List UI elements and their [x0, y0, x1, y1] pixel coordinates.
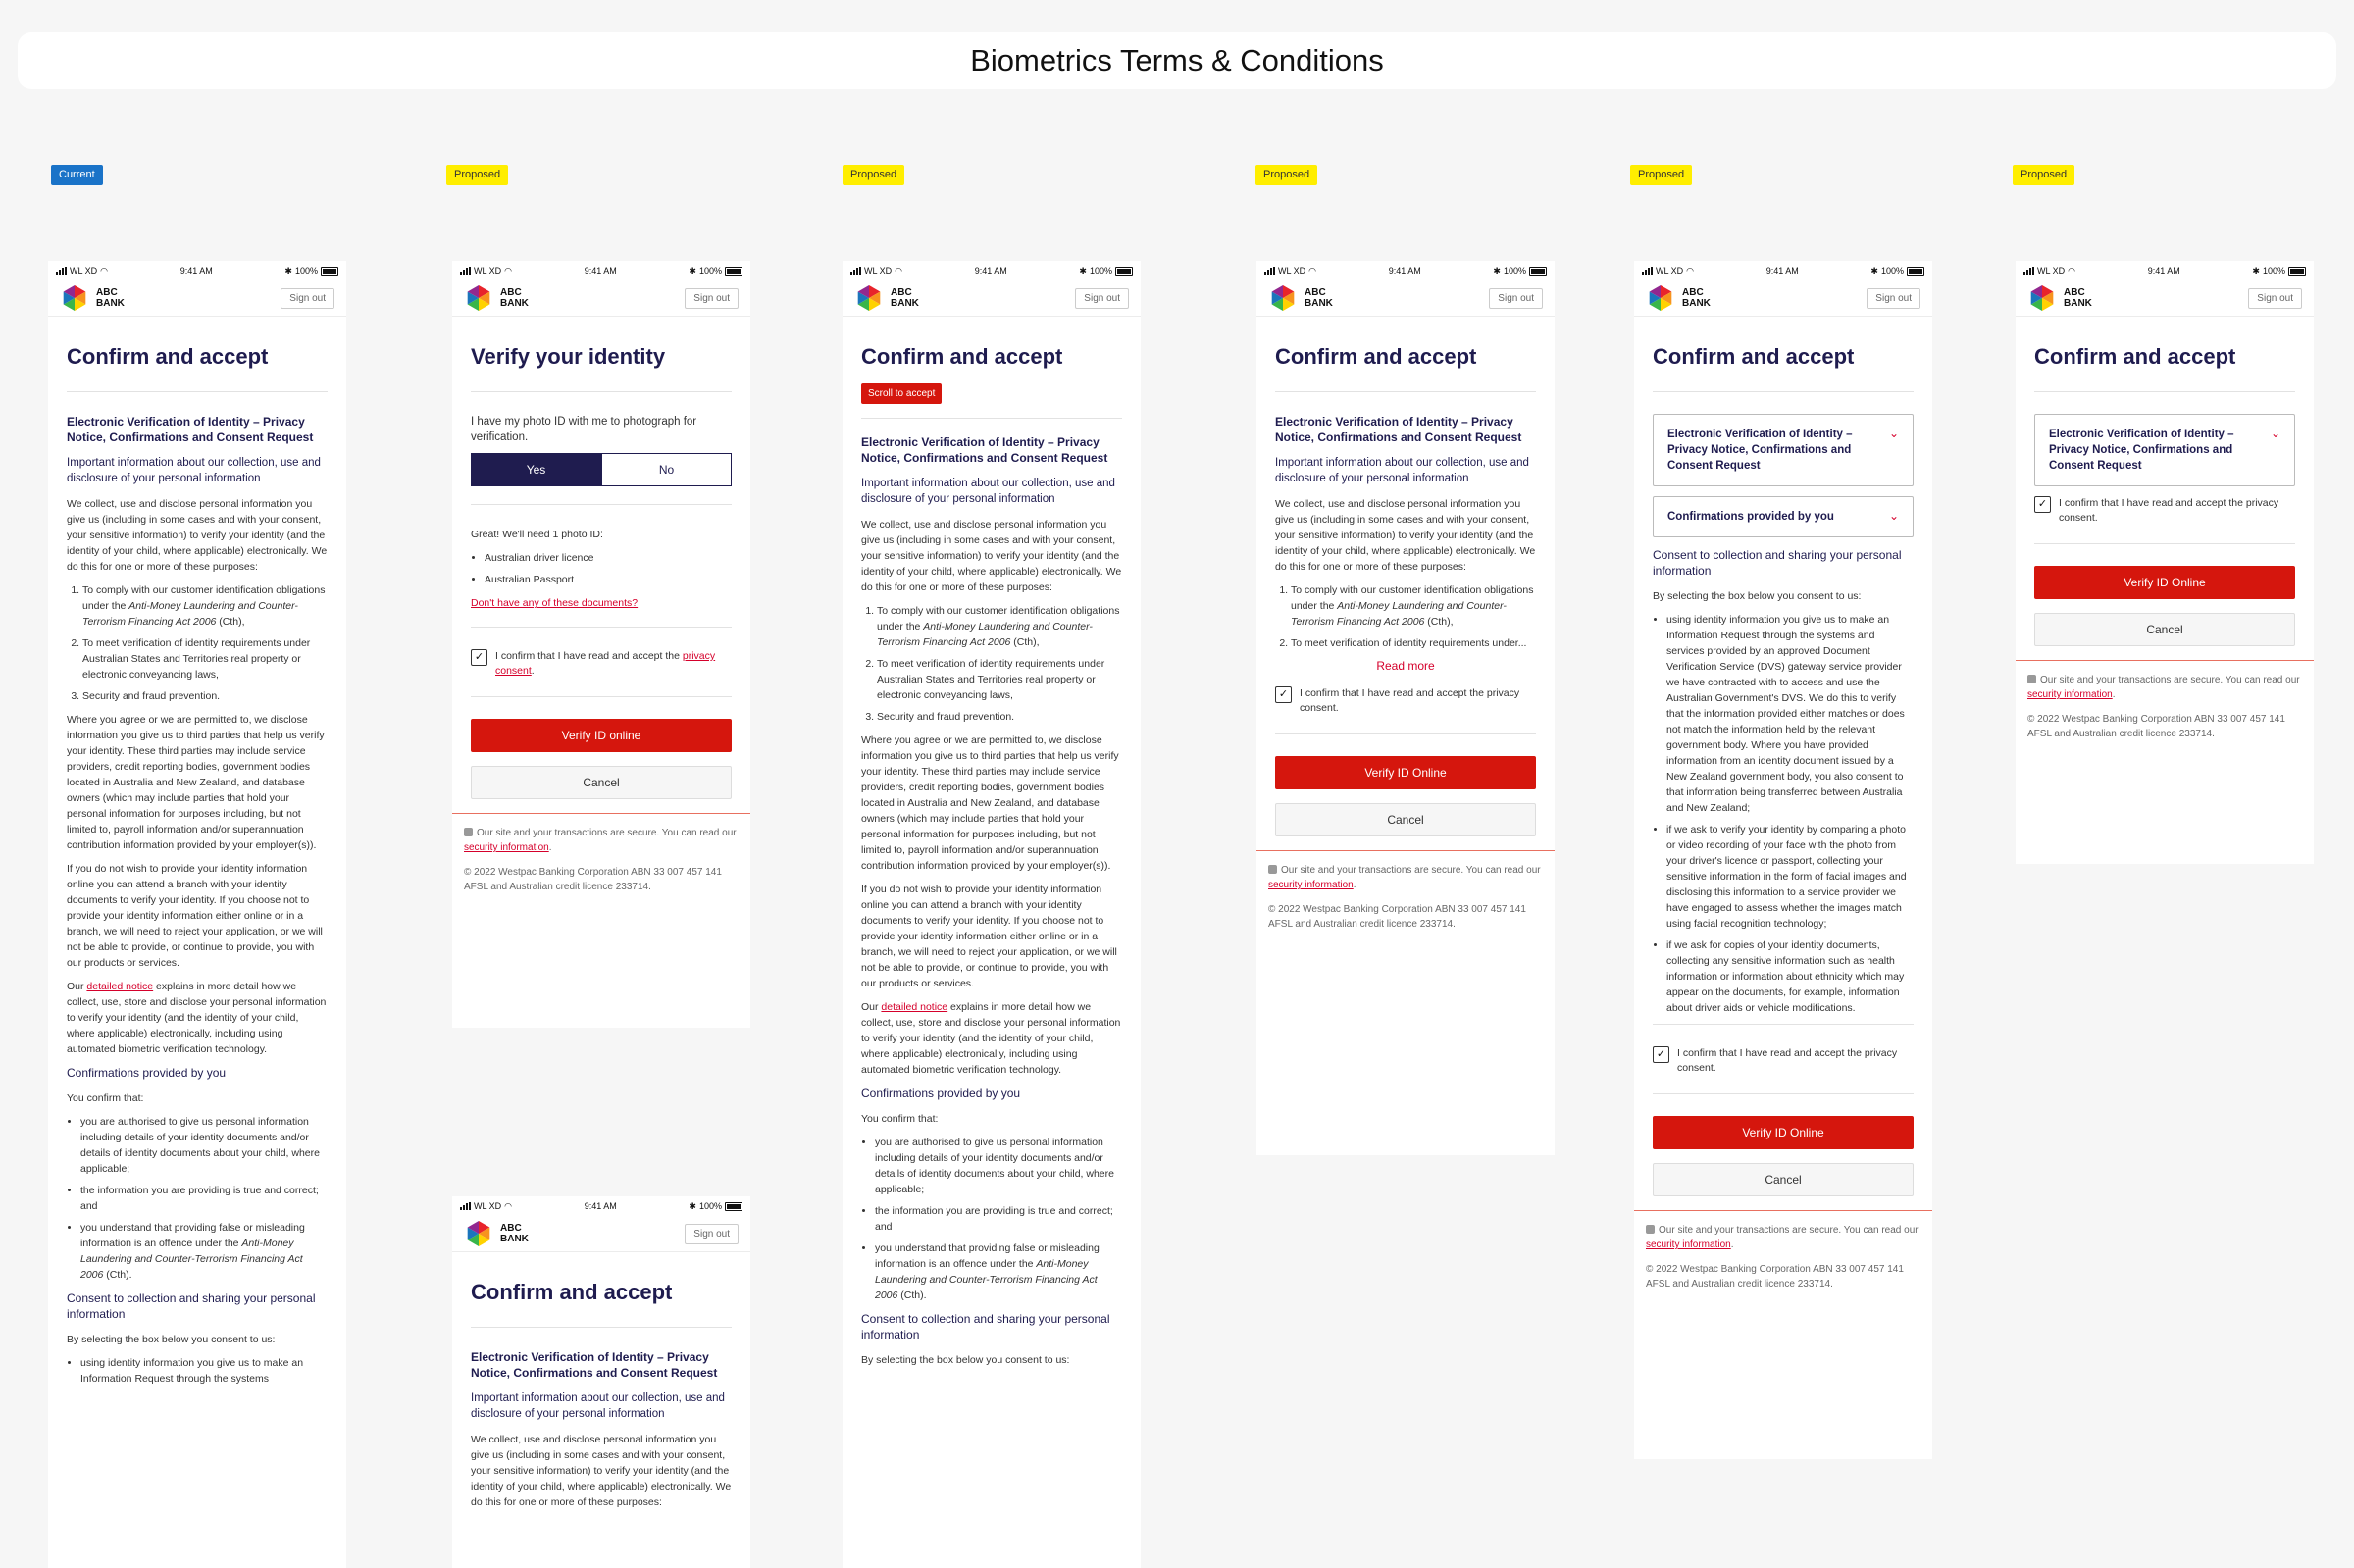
detailed-notice-link[interactable]: detailed notice — [881, 1001, 948, 1013]
bluetooth-icon: ✱ — [1493, 265, 1501, 276]
confirm-list — [67, 1114, 328, 1283]
status-time: 9:41 AM — [179, 266, 213, 276]
divider — [1653, 1024, 1914, 1025]
evi-heading: Electronic Verification of Identity – Privacy Notice, Confirmations and Consent Request — [861, 435, 1108, 465]
sign-out-button[interactable]: Sign out — [1075, 288, 1129, 309]
page-footer: Our site and your transactions are secure. You can read our security information. © 2022 Westpac Banking Corporation ABN 33 007 457 141 AFSL and Australian credit licence 233714. — [1256, 850, 1555, 949]
consent-heading: Consent to collection and sharing your personal information — [67, 1291, 316, 1321]
consent-heading: Consent to collection and sharing your personal information — [861, 1312, 1110, 1341]
battery-icon — [2288, 267, 2306, 276]
divider — [861, 418, 1122, 419]
no-documents-link[interactable]: Don't have any of these documents? — [471, 597, 639, 609]
carrier-label: WL XD — [864, 266, 893, 276]
list-item: 1. To comply with our customer identification obligations under the Anti-Money Laundering and Counter-Terrorism Financing Act 2006 (Cth), — [877, 603, 1122, 650]
checkbox-checked-icon[interactable]: ✓ — [2034, 496, 2051, 513]
bank-name: ABC BANK — [500, 1223, 529, 1244]
app-header — [48, 280, 346, 317]
confirm-list — [861, 1135, 1122, 1303]
page-title: Confirm and accept — [2034, 344, 2236, 369]
list-item: • you are authorised to give us personal information including details of your identity documents and/or details of identity documents about your child, where applicable; — [875, 1135, 1122, 1197]
bluetooth-icon: ✱ — [284, 265, 292, 276]
you-confirm-text: You confirm that: — [861, 1113, 939, 1125]
copyright: © 2022 Westpac Banking Corporation ABN 33 007 457 141 AFSL and Australian credit licence 233714. — [464, 867, 722, 892]
copyright: © 2022 Westpac Banking Corporation ABN 33 007 457 141 AFSL and Australian credit licence 233714. — [2027, 714, 2285, 739]
list-item: • you are authorised to give us personal information including details of your identity documents and/or details of identity documents about your child, where applicable; — [80, 1114, 328, 1177]
status-bar — [843, 261, 1141, 280]
by-selecting-text: By selecting the box below you consent to us: — [861, 1354, 1070, 1366]
status-bar — [1256, 261, 1555, 280]
tag-proposed-3: Proposed — [1255, 165, 1317, 185]
list-item: • Australian driver licence — [485, 550, 732, 566]
signal-icon — [460, 267, 471, 275]
consent-checkbox-label: I confirm that I have read and accept the privacy consent. — [495, 650, 716, 677]
we-collect-text: We collect, use and disclose personal information you give us (including in some cases and with your consent, your sensitive information) to verify your identity (and the identity of your child, where applicable) electronically. We do this for one or more of these purposes: — [861, 519, 1122, 593]
carrier-label: WL XD — [474, 266, 502, 276]
battery-icon — [1907, 267, 1924, 276]
chevron-down-icon: ⌄ — [1888, 509, 1899, 523]
status-bar — [1634, 261, 1932, 280]
app-header — [452, 1216, 750, 1252]
lock-icon — [464, 828, 473, 836]
verify-id-online-button[interactable]: Verify ID Online — [1275, 756, 1536, 789]
phone-confirm-accept-2 — [452, 1196, 750, 1568]
bluetooth-icon: ✱ — [689, 1200, 696, 1211]
signal-icon — [850, 267, 861, 275]
evi-heading: Electronic Verification of Identity – Privacy Notice, Confirmations and Consent Request — [1275, 415, 1522, 444]
important-heading: Important information about our collection, use and disclosure of your personal information — [1275, 457, 1529, 484]
lock-icon — [2027, 675, 2036, 683]
divider — [2034, 391, 2295, 392]
battery-percent: 100% — [698, 1201, 722, 1211]
status-time: 9:41 AM — [1388, 266, 1421, 276]
battery-icon — [1529, 267, 1547, 276]
by-selecting-text: By selecting the box below you consent to us: — [1653, 590, 1862, 602]
list-item: • if we ask for copies of your identity documents, collecting any sensitive information such as health information or information about ethnicity which may appear on the documents, for example, information about driver aids or vehicle modifications. — [1666, 937, 1914, 1016]
status-time: 9:41 AM — [974, 266, 1007, 276]
consent-list — [67, 1355, 328, 1387]
phone-scroll-to-accept — [843, 261, 1141, 1568]
if-not-text: If you do not wish to provide your identity information online you can attend a branch with your identity documents to verify your identity. If you choose not to provide your identity information either online or in a branch, we will need to reject your application, or we will not be able to provide, or continue to provide, you with our products or services. — [861, 884, 1117, 989]
signal-icon — [1642, 267, 1653, 275]
phone-read-more — [1256, 261, 1555, 1155]
consent-list — [1653, 612, 1914, 1016]
list-item: • using identity information you give us to make an Information Request through the systems — [80, 1355, 328, 1387]
list-item: • using identity information you give us to make an Information Request through the systems and services provided by an approved Document Verification Service (DVS) gateway service provider we have contracted with to access and use the Australian Government's DVS. We do this to verify that the information provided either matches or does not match the information held by the relevant government body. Where you have provided information from an identity document issued by a New Zealand government body, you also consent to that information being transferred between Australia and New Zealand; — [1666, 612, 1914, 816]
divider — [1653, 391, 1914, 392]
page-title: Confirm and accept — [471, 1280, 673, 1304]
verify-id-online-button[interactable]: Verify ID Online — [2034, 566, 2295, 599]
tag-current: Current — [51, 165, 103, 185]
battery-icon — [725, 267, 742, 276]
battery-percent: 100% — [2262, 266, 2285, 276]
bank-logo[interactable] — [464, 1219, 529, 1248]
divider — [1275, 391, 1536, 392]
important-heading: Important information about our collection, use and disclosure of your personal information — [67, 457, 321, 484]
chevron-down-icon: ⌄ — [2270, 427, 2280, 440]
wifi-icon: ◠ — [1686, 265, 1695, 276]
lock-icon — [1268, 865, 1277, 874]
list-item: • Australian Passport — [485, 572, 732, 587]
carrier-label: WL XD — [474, 1201, 502, 1211]
security-info-link[interactable]: security information — [464, 842, 549, 853]
where-agree-text: Where you agree or we are permitted to, we disclose information you give us to third parties that help us verify your identity. These third parties may include service providers, credit reporting bodies, government bodies located in Australia and New Zealand, and database owners (which may include parties that hold your personal information for purposes including, but not limited to, payroll information and/or superannuation contribution information provided by your employer(s)). — [67, 714, 325, 851]
list-item: • you understand that providing false or misleading information is an offence under the Anti-Money Laundering and Counter-Terrorism Financing Act 2006 (Cth). — [875, 1240, 1122, 1303]
confirmations-heading: Confirmations provided by you — [861, 1087, 1021, 1100]
verify-id-online-button[interactable]: Verify ID online — [471, 719, 732, 752]
we-collect-text: We collect, use and disclose personal information you give us (including in some cases and with your consent, your sensitive information) to verify your identity (and the identity of your child, where applicable) electronically. We do this for one or more of these purposes: — [1275, 498, 1536, 573]
divider — [471, 627, 732, 628]
wifi-icon: ◠ — [504, 1200, 513, 1211]
bank-logo-icon — [854, 283, 884, 313]
bank-logo[interactable] — [464, 283, 529, 313]
chevron-down-icon: ⌄ — [1888, 427, 1899, 440]
list-item: • if we ask to verify your identity by comparing a photo or video recording of your face with the photo from your driver's licence or passport, collecting your sensitive information in the form of facial images and disclosing this information to a service provider we have engaged to assess whether the images match using facial recognition technology; — [1666, 822, 1914, 932]
detailed-notice-text: Our detailed notice explains in more detail how we collect, use, store and disclose your personal information to verify your identity (and the identity of your child, where applicable) electronically, including using automated biometric verification technology. — [67, 981, 327, 1055]
wifi-icon: ◠ — [895, 265, 903, 276]
important-heading: Important information about our collection, use and disclosure of your personal information — [861, 478, 1115, 505]
bank-logo-icon — [1268, 283, 1298, 313]
bank-logo-icon — [464, 1219, 493, 1248]
bank-logo[interactable] — [1646, 283, 1711, 313]
bank-logo[interactable] — [2027, 283, 2092, 313]
yes-button[interactable]: Yes — [471, 453, 601, 486]
page-title: Confirm and accept — [1275, 344, 1477, 369]
bluetooth-icon: ✱ — [689, 265, 696, 276]
wifi-icon: ◠ — [504, 265, 513, 276]
wifi-icon: ◠ — [2068, 265, 2076, 276]
you-confirm-text: You confirm that: — [67, 1092, 144, 1104]
bank-name: ABC BANK — [1305, 287, 1333, 309]
page-title: Confirm and accept — [861, 344, 1063, 369]
document-list — [471, 550, 732, 587]
bank-name: ABC BANK — [96, 287, 125, 309]
list-item: 2. To meet verification of identity requirements under Australian States and Territories real property or electronic conveyancing laws, — [82, 635, 328, 683]
accordion-title: Confirmations provided by you — [1667, 511, 1834, 523]
carrier-label: WL XD — [1656, 266, 1684, 276]
app-header — [452, 280, 750, 317]
bank-logo-icon — [2027, 283, 2057, 313]
sign-out-button[interactable]: Sign out — [685, 1224, 739, 1244]
bank-name: ABC BANK — [891, 287, 919, 309]
bluetooth-icon: ✱ — [1079, 265, 1087, 276]
divider — [67, 391, 328, 392]
divider — [1653, 1093, 1914, 1094]
read-more-link[interactable]: Read more — [1376, 659, 1435, 673]
list-item: • you understand that providing false or misleading information is an offence under the Anti-Money Laundering and Counter-Terrorism Financing Act 2006 (Cth). — [80, 1220, 328, 1283]
bank-name: ABC BANK — [1682, 287, 1711, 309]
carrier-label: WL XD — [70, 266, 98, 276]
carrier-label: WL XD — [2037, 266, 2066, 276]
evi-heading: Electronic Verification of Identity – Privacy Notice, Confirmations and Consent Request — [471, 1350, 718, 1380]
scroll-to-accept-badge[interactable]: Scroll to accept — [861, 383, 942, 404]
status-bar — [2016, 261, 2314, 280]
list-item: 3. Security and fraud prevention. — [877, 709, 1122, 725]
status-bar — [452, 261, 750, 280]
sign-out-button[interactable]: Sign out — [1489, 288, 1543, 309]
checkbox-checked-icon[interactable]: ✓ — [471, 649, 487, 666]
divider — [471, 504, 732, 505]
security-info-link[interactable]: security information — [1646, 1239, 1731, 1250]
tag-proposed-5: Proposed — [2013, 165, 2074, 185]
copyright: © 2022 Westpac Banking Corporation ABN 33 007 457 141 AFSL and Australian credit licence 233714. — [1646, 1264, 1904, 1290]
status-time: 9:41 AM — [2147, 266, 2180, 276]
consent-heading: Consent to collection and sharing your personal information — [1653, 548, 1902, 578]
cancel-button[interactable]: Cancel — [2034, 613, 2295, 646]
copyright: © 2022 Westpac Banking Corporation ABN 33 007 457 141 AFSL and Australian credit licence 233714. — [1268, 904, 1526, 930]
tag-proposed-2: Proposed — [843, 165, 904, 185]
checkbox-checked-icon[interactable]: ✓ — [1653, 1046, 1669, 1063]
phone-verify-identity — [452, 261, 750, 1028]
battery-percent: 100% — [1880, 266, 1904, 276]
consent-checkbox-label: I confirm that I have read and accept the privacy consent. — [1677, 1047, 1898, 1074]
confirmations-heading: Confirmations provided by you — [67, 1066, 227, 1080]
where-agree-text: Where you agree or we are permitted to, we disclose information you give us to third parties that help us verify your identity. These third parties may include service providers, credit reporting bodies, government bodies located in Australia and New Zealand, and database owners (which may include parties that hold your personal information for purposes including, but not limited to, payroll information and/or superannuation contribution information provided by your employer(s)). — [861, 734, 1119, 872]
battery-percent: 100% — [698, 266, 722, 276]
accordion-evi[interactable] — [2034, 414, 2295, 486]
phone-accordion-collapsed — [2016, 261, 2314, 864]
page-title: Confirm and accept — [67, 344, 269, 369]
tag-proposed-1: Proposed — [446, 165, 508, 185]
detailed-notice-link[interactable]: detailed notice — [86, 981, 154, 992]
app-header — [2016, 280, 2314, 317]
no-button[interactable]: No — [601, 453, 732, 486]
security-info-link[interactable]: security information — [1268, 880, 1354, 890]
bank-name: ABC BANK — [2064, 287, 2092, 309]
accordion-evi[interactable] — [1653, 414, 1914, 486]
bluetooth-icon: ✱ — [2252, 265, 2260, 276]
battery-icon — [321, 267, 338, 276]
consent-checkbox-row[interactable] — [1275, 686, 1536, 716]
we-collect-text: We collect, use and disclose personal information you give us (including in some cases and with your consent, your sensitive information) to verify your identity (and the identity of your child, where applicable) electronically. We do this for one or more of these purposes: — [67, 498, 328, 573]
checkbox-checked-icon[interactable]: ✓ — [1275, 686, 1292, 703]
signal-icon — [56, 267, 67, 275]
list-item: 1. To comply with our customer identification obligations under the Anti-Money Laundering and Counter-Terrorism Financing Act 2006 (Cth), — [1291, 582, 1536, 630]
cancel-button[interactable]: Cancel — [1275, 803, 1536, 836]
consent-checkbox-row[interactable] — [1653, 1046, 1914, 1076]
privacy-consent-link[interactable]: privacy consent — [495, 650, 716, 677]
carrier-label: WL XD — [1278, 266, 1306, 276]
verify-id-online-button[interactable]: Verify ID Online — [1653, 1116, 1914, 1149]
bank-logo-icon — [1646, 283, 1675, 313]
signal-icon — [1264, 267, 1275, 275]
list-item: • the information you are providing is true and correct; and — [875, 1203, 1122, 1235]
purposes-list — [1275, 582, 1536, 651]
list-item: 3. Security and fraud prevention. — [82, 688, 328, 704]
bank-logo-icon — [60, 283, 89, 313]
lock-icon — [1646, 1225, 1655, 1234]
battery-percent: 100% — [294, 266, 318, 276]
important-heading: Important information about our collection, use and disclosure of your personal information — [471, 1392, 725, 1420]
page-footer: Our site and your transactions are secure. You can read our security information. © 2022 Westpac Banking Corporation ABN 33 007 457 141 AFSL and Australian credit licence 233714. — [1634, 1210, 1932, 1309]
list-item: 2. To meet verification of identity requirements under... — [1291, 635, 1536, 651]
purposes-list — [861, 603, 1122, 725]
page-footer: Our site and your transactions are secure. You can read our security information. © 2022 Westpac Banking Corporation ABN 33 007 457 141 AFSL and Australian credit licence 233714. — [452, 813, 750, 912]
board-title: Biometrics Terms & Conditions — [970, 43, 1384, 77]
bank-logo[interactable] — [60, 283, 125, 313]
great-text: Great! We'll need 1 photo ID: — [471, 529, 603, 540]
consent-checkbox-row[interactable] — [2034, 496, 2295, 526]
status-time: 9:41 AM — [584, 266, 617, 276]
phone-accordion-consent — [1634, 261, 1932, 1459]
if-not-text: If you do not wish to provide your identity information online you can attend a branch with your identity documents to verify your identity. If you choose not to provide your identity information either online or in a branch, we will need to reject your application, or we will not be able to provide, or continue to provide, you with our products or services. — [67, 863, 323, 969]
app-header — [843, 280, 1141, 317]
bank-logo[interactable] — [854, 283, 919, 313]
cancel-button[interactable]: Cancel — [1653, 1163, 1914, 1196]
purposes-list — [67, 582, 328, 704]
divider — [1275, 733, 1536, 734]
status-time: 9:41 AM — [1766, 266, 1799, 276]
divider — [2034, 543, 2295, 544]
phone-current — [48, 261, 346, 1568]
status-bar — [48, 261, 346, 280]
sign-out-button[interactable]: Sign out — [281, 288, 334, 309]
battery-icon — [1115, 267, 1133, 276]
wifi-icon: ◠ — [100, 265, 109, 276]
detailed-notice-text: Our detailed notice explains in more detail how we collect, use, store and disclose your personal information to verify your identity (and the identity of your child, where applicable) electronically, including using automated biometric verification technology. — [861, 1001, 1121, 1076]
by-selecting-text: By selecting the box below you consent to us: — [67, 1334, 276, 1345]
evi-heading: Electronic Verification of Identity – Privacy Notice, Confirmations and Consent Request — [67, 415, 314, 444]
page-footer: Our site and your transactions are secure. You can read our security information. © 2022 Westpac Banking Corporation ABN 33 007 457 141 AFSL and Australian credit licence 233714. — [2016, 660, 2314, 759]
page-title: Confirm and accept — [1653, 344, 1855, 369]
battery-icon — [725, 1202, 742, 1211]
accordion-title: Electronic Verification of Identity – Privacy Notice, Confirmations and Consent Request — [2049, 429, 2234, 472]
list-item: • the information you are providing is true and correct; and — [80, 1183, 328, 1214]
page-title: Verify your identity — [471, 344, 666, 369]
sign-out-button[interactable]: Sign out — [685, 288, 739, 309]
divider — [471, 696, 732, 697]
board-title-bar — [18, 32, 2336, 89]
consent-checkbox-label: I confirm that I have read and accept the privacy consent. — [2059, 497, 2279, 524]
consent-checkbox-label: I confirm that I have read and accept the privacy consent. — [1300, 687, 1520, 714]
cancel-button[interactable]: Cancel — [471, 766, 732, 799]
photo-id-question: I have my photo ID with me to photograph for verification. — [471, 416, 697, 443]
app-header — [1256, 280, 1555, 317]
divider — [471, 1327, 732, 1328]
security-info-link[interactable]: security information — [2027, 689, 2113, 700]
status-time: 9:41 AM — [584, 1201, 617, 1211]
signal-icon — [2023, 267, 2034, 275]
bank-name: ABC BANK — [500, 287, 529, 309]
bank-logo[interactable] — [1268, 283, 1333, 313]
battery-percent: 100% — [1089, 266, 1112, 276]
status-bar — [452, 1196, 750, 1216]
battery-percent: 100% — [1503, 266, 1526, 276]
bluetooth-icon: ✱ — [1870, 265, 1878, 276]
no-docs-wrapper — [471, 595, 732, 611]
we-collect-text: We collect, use and disclose personal information you give us (including in some cases and with your consent, your sensitive information) to verify your identity (and the identity of your child, where applicable) electronically. We do this for one or more of these purposes: — [471, 1434, 732, 1508]
list-item: 2. To meet verification of identity requirements under Australian States and Territories real property or electronic conveyancing laws, — [877, 656, 1122, 703]
consent-checkbox-row[interactable] — [471, 649, 732, 679]
tag-proposed-4: Proposed — [1630, 165, 1692, 185]
list-item: 1. To comply with our customer identification obligations under the Anti-Money Laundering and Counter-Terrorism Financing Act 2006 (Cth), — [82, 582, 328, 630]
accordion-confirmations[interactable] — [1653, 496, 1914, 537]
signal-icon — [460, 1202, 471, 1210]
accordion-title: Electronic Verification of Identity – Privacy Notice, Confirmations and Consent Request — [1667, 429, 1853, 472]
yes-no-toggle — [471, 453, 732, 486]
wifi-icon: ◠ — [1308, 265, 1317, 276]
divider — [471, 391, 732, 392]
bank-logo-icon — [464, 283, 493, 313]
app-header — [1634, 280, 1932, 317]
sign-out-button[interactable]: Sign out — [2248, 288, 2302, 309]
sign-out-button[interactable]: Sign out — [1867, 288, 1920, 309]
